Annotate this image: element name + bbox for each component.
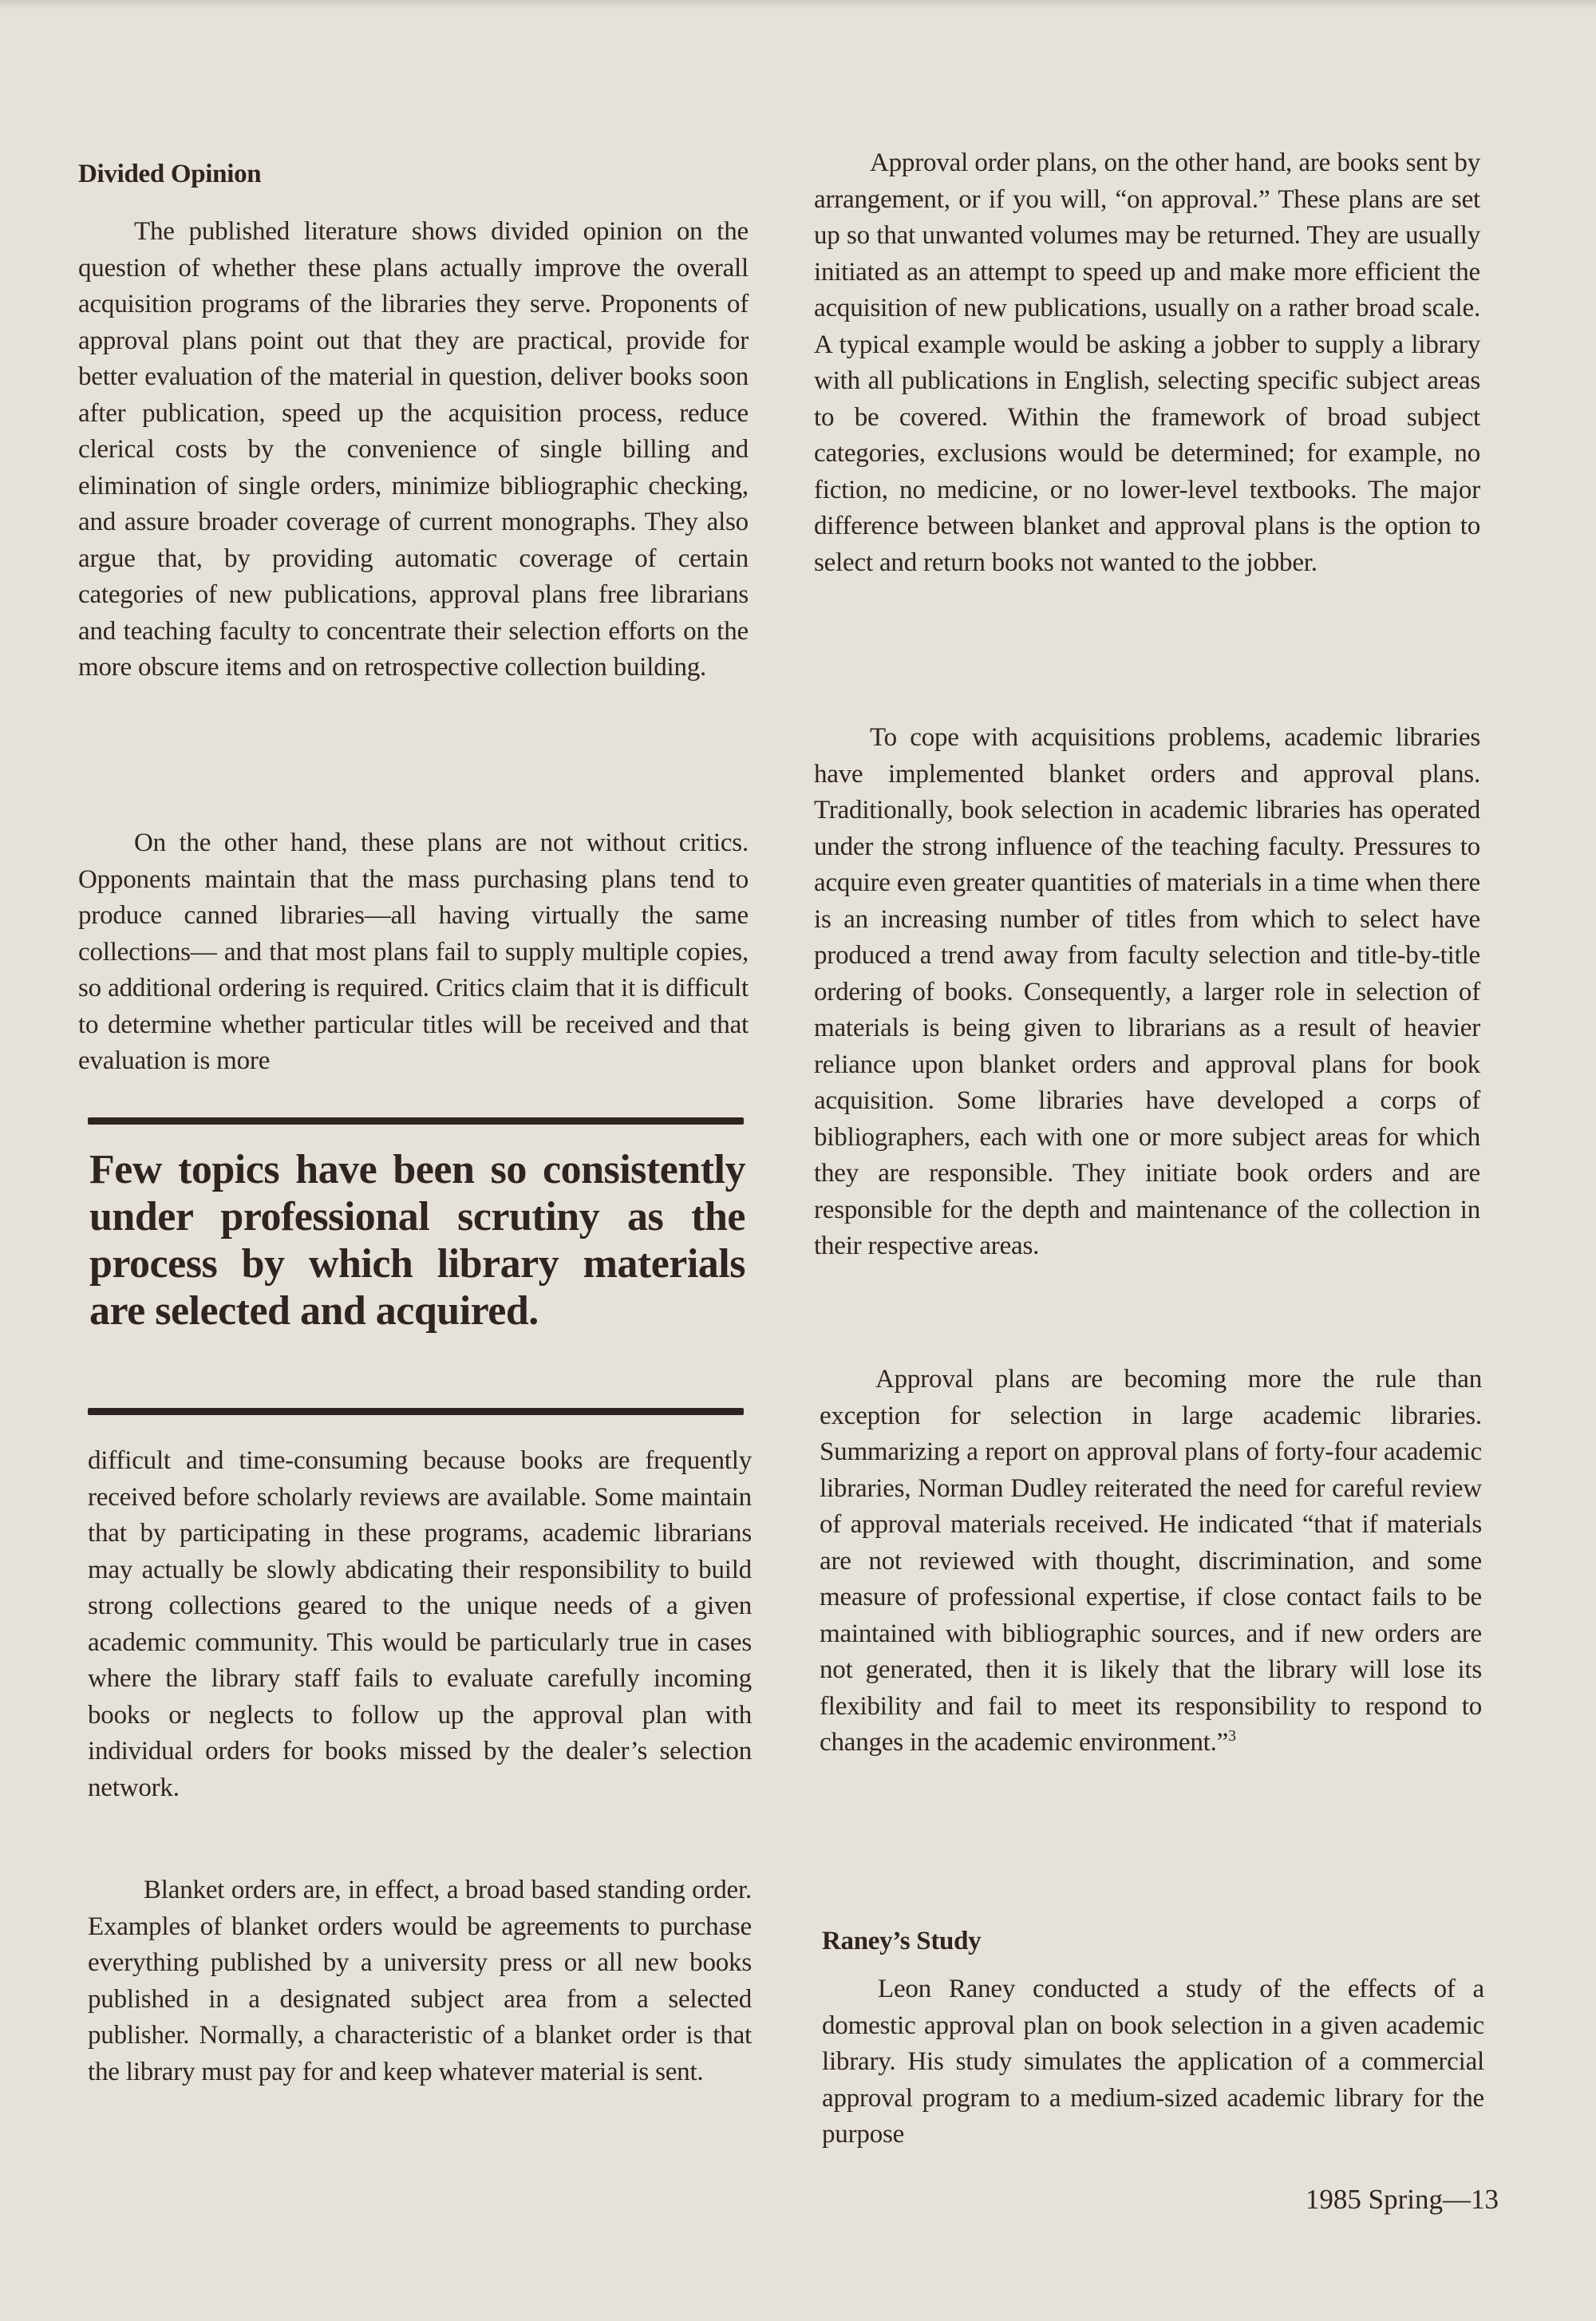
paragraph-approval-plans-rule <box>820 1362 1482 1762</box>
paragraph-divided-opinion-3: difficult and time-consuming because books are frequently received before scholarly reviews are available. Some maintain that by participating in these programs, academic librarians may actually be slowly abdicating their responsibility to build strong collections geared to the unique needs of a given academic community. This would be particularly true in cases where the library staff fails to evaluate carefully incoming books or neglects to follow up the approval plan with individual orders for books missed by the dealer’s selection network. <box>88 1446 752 1802</box>
paragraph-blanket-orders: Blanket orders are, in effect, a broad based standing order. Examples of blanket orders would be agreements to purchase everything published by a university press or all new books published in a designated subject area from a selected publisher. Normally, a characteristic of a blanket order is that the library must pay for and keep whatever material is sent. <box>88 1876 752 2086</box>
paragraph-raneys-study: Leon Raney conducted a study of the effects of a domestic approval plan on book selection in a given academic library. His study simulates the application of a commercial approval program to a medium-sized academic library for the purpose <box>822 1975 1484 2149</box>
paragraph-approval-order-plans: Approval order plans, on the other hand, are books sent by arrangement, or if you will, “on approval.” These plans are set up so that unwanted volumes may be returned. They are usually initiated as an attempt to speed up and make more efficient the acquisition of new publications, usually on a rather broad scale. A typical example would be asking a jobber to supply a library with all publications in English, selecting specific subject areas to be covered. Within the framework of broad subject categories, exclusions would be determined; for example, no fiction, no medicine, or no lower-level textbooks. The major difference between blanket and approval plans is the option to select and return books not wanted to the jobber. <box>814 148 1480 577</box>
footnote-marker: 3 <box>1228 1727 1236 1745</box>
paragraph-divided-opinion-1: The published literature shows divided opinion on the question of whether these plans actually improve the overall acquisition programs of the libraries they serve. Proponents of approval plans point out that they are practical, provide for better evaluation of the material in question, deliver books soon after publication, speed up the acquisition process, reduce clerical costs by the convenience of single billing and elimination of single orders, minimize bibliographic checking, and assure broader coverage of current monographs. They also argue that, by providing automatic coverage of certain categories of new publications, approval plans free librarians and teaching faculty to concentrate their selection efforts on the more obscure items and on retrospective collection building. <box>78 217 749 682</box>
pullquote-top-rule <box>88 1117 744 1125</box>
paragraph-cope-with-acquisitions: To cope with acquisitions problems, academic libraries have implemented blanket orders and approval plans. Traditionally, book selection in academic libraries has operated under the strong influence of the teaching faculty. Pressures to acquire even greater quantities of materials in a time when there is an increasing number of titles from which to select have produced a trend away from faculty selection and title-by-title ordering of books. Consequently, a larger role in selection of materials is being given to librarians as a result of heavier reliance upon blanket orders and approval plans for book acquisition. Some libraries have developed a corps of bibliographers, each with one or more subject areas for which they are responsible. They initiate book orders and are responsible for the depth and maintenance of the collection in their respective areas. <box>814 723 1480 1260</box>
pullquote: Few topics have been so consistently under professional scrutiny as the process by which library materials are selected and acquired. <box>89 1147 745 1334</box>
pullquote-bottom-rule <box>88 1408 744 1415</box>
paragraph-divided-opinion-2: On the other hand, these plans are not without critics. Opponents maintain that the mass purchasing plans tend to produce canned libraries—all having virtually the same collections— and that most plans fail to supply multiple copies, so additional ordering is required. Critics claim that it is difficult to determine whether particular titles will be received and that evaluation is more <box>78 828 749 1075</box>
section-heading-divided-opinion: Divided Opinion <box>78 160 262 188</box>
paragraph-text: Approval plans are becoming more the rule than exception for selection in large academic libraries. Summarizing a report on approval plans of forty-four academic libraries, Norman Dudley reiterated the need for careful review of approval materials received. He indicated “that if materials are not reviewed with thought, discrimination, and some measure of professional expertise, if close contact fails to be maintained with bibliographic sources, and if new orders are not generated, then it is likely that the library will lose its flexibility and fail to meet its responsibility to respond to changes in the academic environment.” <box>820 1365 1482 1757</box>
section-heading-raneys-study: Raney’s Study <box>822 1927 982 1955</box>
page-top-edge <box>0 0 1596 10</box>
page-footer: 1985 Spring—13 <box>1305 2184 1499 2215</box>
